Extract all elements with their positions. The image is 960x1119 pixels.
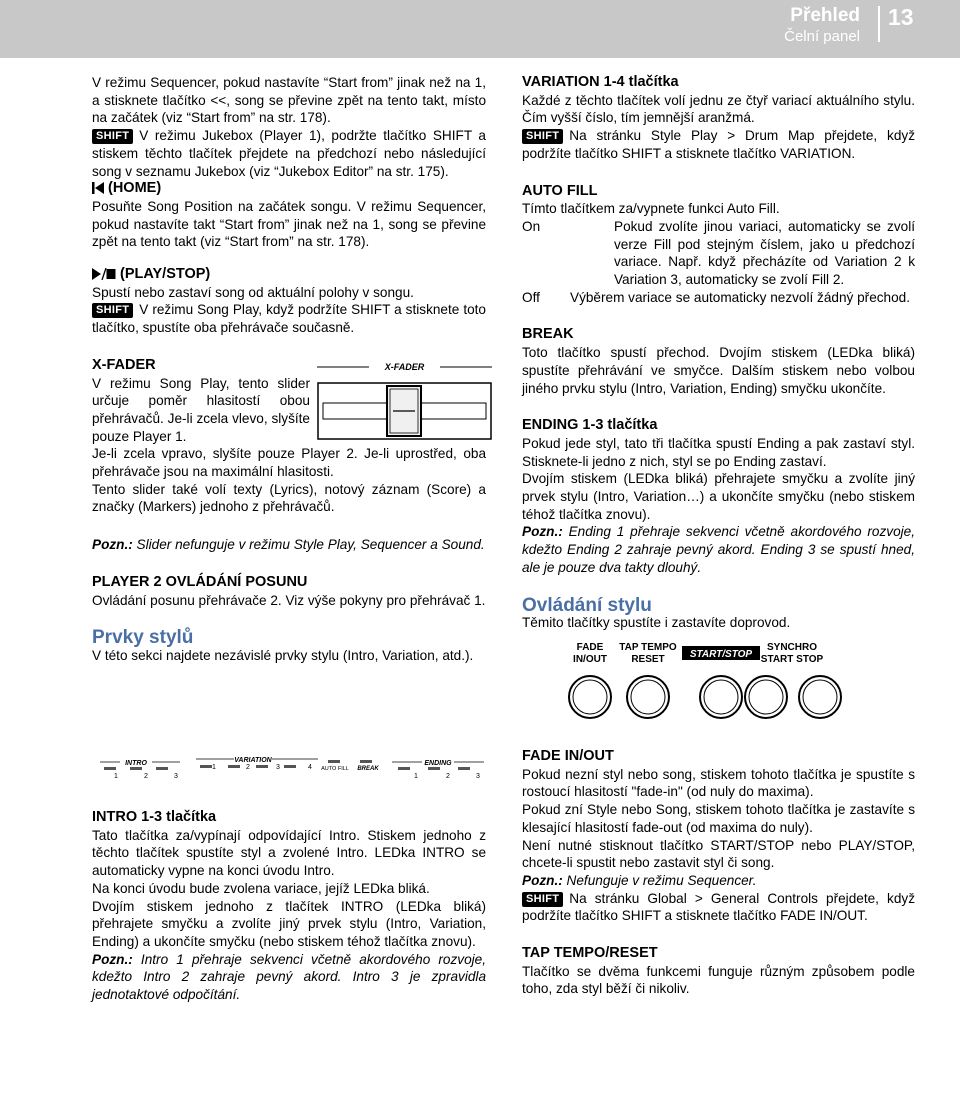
note-label: Pozn.: [92, 537, 133, 553]
autofill-on-text: Pokud zvolíte jinou variaci, automaticky se zvolí verze Fill pod stejným číslem, jako u předchozí variace. Např. když přecházíte od Variation 2 k Variation 3, automaticky se zvolí Fill 2. [614, 218, 915, 288]
xfader-section [92, 357, 486, 446]
header-divider [878, 6, 880, 42]
synchro-start-button[interactable] [745, 676, 787, 718]
variation-btn-num: 1 [212, 764, 216, 771]
note-label: Pozn.: [522, 872, 563, 888]
style-control-text: Těmito tlačítky spustíte i zastavíte doprovod. [522, 615, 791, 631]
sequencer-rewind-paragraph: V režimu Sequencer, pokud nastavíte “Start from” jinak než na 1, a stisknete tlačítko <<, song se převine zpět na tento takt, místo na začátek (viz “Start from” na str. 178). [92, 75, 486, 126]
ending-panel-label: ENDING [424, 760, 452, 767]
play-stop-heading [92, 266, 486, 284]
autofill-heading: AUTO FILL [522, 182, 598, 199]
header-title: Přehled [790, 5, 860, 26]
autofill-button[interactable] [328, 760, 340, 763]
styles-text: V této sekci najdete nezávislé prvky stylu (Intro, Variation, atd.). [92, 647, 474, 663]
page-number: 13 [888, 4, 914, 30]
autofill-on-key: On [522, 218, 541, 234]
variation-button-3[interactable] [256, 765, 268, 768]
variation-button-4[interactable] [284, 765, 296, 768]
ending-button-1[interactable] [398, 767, 410, 770]
synchro-panel-label-1: SYNCHRO [766, 641, 818, 653]
left-column [92, 74, 486, 665]
shift-key-icon: SHIFT [92, 129, 133, 144]
page-header [0, 0, 960, 58]
tap-tempo-heading: TAP TEMPO/RESET [522, 945, 658, 962]
play-stop-icon [92, 268, 116, 280]
shift-key-icon: SHIFT [522, 892, 563, 907]
home-title: (HOME) [108, 180, 162, 197]
play-stop-shift-paragraph [92, 301, 486, 336]
xfader-text-2: Je-li zcela vpravo, slyšíte pouze Player 2. Je-li uprostřed, oba přehrávače jsou na maximální hlasitosti. [92, 446, 486, 480]
intro-note [92, 951, 486, 1004]
jukebox-shift-paragraph [92, 127, 486, 180]
intro-button-3[interactable] [156, 767, 168, 770]
variation-btn-num: 2 [246, 764, 250, 771]
fade-panel-label-1: FADE [576, 641, 604, 653]
variation-text: Každé z těchto tlačítek volí jednu ze čtyř variací aktuálního stylu. Čím vyšší číslo, tím jemnější aranžmá. [522, 92, 915, 126]
variation-group [196, 757, 318, 771]
left-column-lower [92, 809, 486, 1004]
intro-btn-num: 2 [144, 773, 148, 780]
header-titles [784, 6, 860, 48]
tap-panel-label-2: RESET [631, 653, 665, 665]
break-text: Toto tlačítko spustí přechod. Dvojím stiskem (LEDka bliká) spustíte přehrávání ve smyčce. Dalším stiskem nebo volbou jiného prvku stylu (Intro, Variation, Ending) smyčku ukončíte. [522, 345, 915, 396]
note-label: Pozn.: [92, 951, 133, 967]
variation-shift-paragraph [522, 127, 915, 162]
style-control-panel [522, 640, 915, 725]
start-stop-panel-label: START/STOP [689, 648, 753, 660]
break-panel-label: BREAK [357, 766, 379, 772]
ending-text-2: Dvojím stiskem (LEDka bliká) přehrajete smyčku a zvolíte jiný prvek stylu (Intro, Variation…) a ukončíte smyčku (nebo stiskem téhož tlačítka znovu). [522, 471, 915, 522]
intro-button-2[interactable] [130, 767, 142, 770]
xfader-text-1: V režimu Song Play, tento slider určuje poměr hlasitostí obou přehrávačů. Je-li zcela vlevo, slyšíte pouze Player 1. [92, 375, 310, 444]
start-stop-button[interactable] [700, 676, 742, 718]
xfader-text-3: Tento slider také volí texty (Lyrics), notový záznam (Score) a značky (Markers) jednoho z přehrávačů. [92, 481, 486, 515]
jukebox-shift-text: V režimu Jukebox (Player 1), podržte tlačítko SHIFT a stiskem těchto tlačítek přejdete na předchozí nebo následující song v seznamu Jukebox (viz “Jukebox Editor” na str. 175). [92, 128, 486, 179]
variation-heading: VARIATION 1-4 tlačítka [522, 74, 679, 90]
home-text: Posuňte Song Position na začátek songu. V režimu Sequencer, pokud nastavíte takt “Start from” jinak než na 1, song se převine zpět na tento takt (viz “Start from” na str. 178). [92, 198, 486, 250]
variation-btn-num: 3 [276, 764, 280, 771]
play-stop-text: Spustí nebo zastaví song od aktuální polohy v songu. [92, 284, 414, 300]
player2-heading: PLAYER 2 OVLÁDÁNÍ POSUNU [92, 573, 308, 590]
intro-text-2: Na konci úvodu bude zvolena variace, jejíž LEDka bliká. [92, 880, 430, 896]
synchro-panel-label-2: START STOP [760, 653, 824, 665]
player2-text: Ovládání posunu přehrávače 2. Viz výše pokyny pro přehrávač 1. [92, 592, 486, 608]
tap-panel-label-1: TAP TEMPO [619, 641, 677, 653]
header-subtitle: Čelní panel [784, 28, 860, 45]
home-heading [92, 180, 486, 198]
intro-text-3: Dvojím stiskem jednoho z tlačítek INTRO (LEDka bliká) přehrajete smyčku a zvolíte jiný prvek stylu (Intro, Variation, Ending) a ukončíte smyčku (nebo stiskem téhož tlačítka znovu). [92, 898, 486, 949]
ending-text-1: Pokud jede styl, tato tři tlačítka spustí Ending a pak zastaví styl. Stisknete-li jedno z nich, styl se po Ending zastaví. [522, 435, 915, 469]
styles-heading: Prvky stylů [92, 627, 194, 649]
play-stop-shift-text: V režimu Song Play, když podržíte SHIFT a stisknete toto tlačítko, spustíte oba přehrávače současně. [92, 302, 486, 336]
intro-note-text: Intro 1 přehraje sekvenci včetně akordového rozvoje, kdežto Intro 2 zahraje pevný akord. Intro 3 je zpravidla jednotaktové odpočítání. [92, 951, 486, 1003]
variation-panel-label: VARIATION [234, 757, 272, 764]
xfader-panel [317, 357, 492, 442]
shift-key-icon: SHIFT [522, 129, 563, 144]
xfader-heading: X-FADER [92, 356, 156, 373]
fade-note [522, 872, 915, 890]
ending-note [522, 523, 915, 576]
variation-button-2[interactable] [228, 765, 240, 768]
intro-button-1[interactable] [104, 767, 116, 770]
home-icon [92, 182, 104, 194]
shift-key-icon: SHIFT [92, 303, 133, 318]
autofill-on-definition [522, 218, 915, 289]
intro-heading: INTRO 1-3 tlačítka [92, 809, 217, 825]
fade-text-3: Není nutné stisknout tlačítko START/STOP nebo PLAY/STOP, chcete-li spustit nebo zastavit styl či song. [522, 837, 915, 871]
fade-note-text: Nefunguje v režimu Sequencer. [562, 872, 757, 888]
ending-btn-num: 1 [414, 773, 418, 780]
autofill-text: Tímto tlačítkem za/vypnete funkci Auto Fill. [522, 201, 780, 217]
right-column [522, 74, 915, 998]
play-stop-title: (PLAY/STOP) [120, 266, 211, 283]
variation-shift-text: Na stránku Style Play > Drum Map přejdete, když podržíte tlačítko SHIFT a stisknete tlačítko VARIATION. [522, 128, 915, 161]
fade-button[interactable] [569, 676, 611, 718]
xfader-slider-graphic [317, 357, 492, 442]
intro-group [100, 760, 180, 780]
autofill-off-key: Off [522, 289, 540, 305]
fade-shift-paragraph [522, 890, 915, 925]
style-elements-panel [92, 756, 488, 782]
synchro-stop-button[interactable] [799, 676, 841, 718]
autofill-off-definition [522, 289, 915, 307]
intro-text-1: Tato tlačítka za/vypínají odpovídající Intro. Stiskem jednoho z těchto tlačítek spustíte styl a zvolené Intro. LEDka INTRO se automaticky vypne na konci úvodu Intro. [92, 827, 486, 879]
ending-btn-num: 2 [446, 773, 450, 780]
xfader-panel-label: X-FADER [384, 361, 425, 372]
ending-btn-num: 3 [476, 773, 480, 780]
fade-text-2: Pokud zní Style nebo Song, stiskem tohoto tlačítka je zastavíte s klesající hlasitostí fade-out (od maxima do nuly). [522, 802, 915, 835]
intro-btn-num: 3 [174, 773, 178, 780]
ending-button-2[interactable] [428, 767, 440, 770]
fade-heading: FADE IN/OUT [522, 747, 614, 764]
fade-shift-text: Na stránku Global > General Controls přejdete, když podržíte tlačítko SHIFT a stisknete tlačítko FADE IN/OUT. [522, 890, 915, 924]
break-heading: BREAK [522, 326, 574, 343]
ending-note-text: Ending 1 přehraje sekvenci včetně akordového rozvoje, kdežto Ending 2 zahraje pevný akord. Ending 3 se spustí hned, ale je pouze dva takty dlouhý. [522, 524, 915, 575]
fade-panel-label-2: IN/OUT [573, 653, 607, 665]
variation-btn-num: 4 [308, 764, 312, 771]
fade-text-1: Pokud nezní styl nebo song, stiskem tohoto tlačítka je spustíte s rostoucí hlasitostí "fade-in" (od nuly do maxima). [522, 766, 915, 800]
ending-group [392, 760, 484, 780]
variation-button-1[interactable] [200, 765, 212, 768]
xfader-note [92, 536, 486, 554]
break-button[interactable] [360, 760, 372, 763]
ending-button-3[interactable] [458, 767, 470, 770]
xfader-note-text: Slider nefunguje v režimu Style Play, Sequencer a Sound. [132, 537, 485, 553]
intro-panel-label: INTRO [125, 760, 147, 767]
ending-heading: ENDING 1-3 tlačítka [522, 417, 658, 434]
autofill-off-text: Výběrem variace se automaticky nezvolí žádný přechod. [570, 289, 911, 305]
intro-btn-num: 1 [114, 773, 118, 780]
tap-tempo-text: Tlačítko se dvěma funkcemi funguje různým způsobem podle toho, zda styl běží či nikoliv. [522, 963, 915, 997]
tap-tempo-button[interactable] [627, 676, 669, 718]
autofill-panel-label: AUTO FILL [321, 766, 349, 772]
note-label: Pozn.: [522, 524, 563, 540]
style-control-heading: Ovládání stylu [522, 594, 652, 616]
